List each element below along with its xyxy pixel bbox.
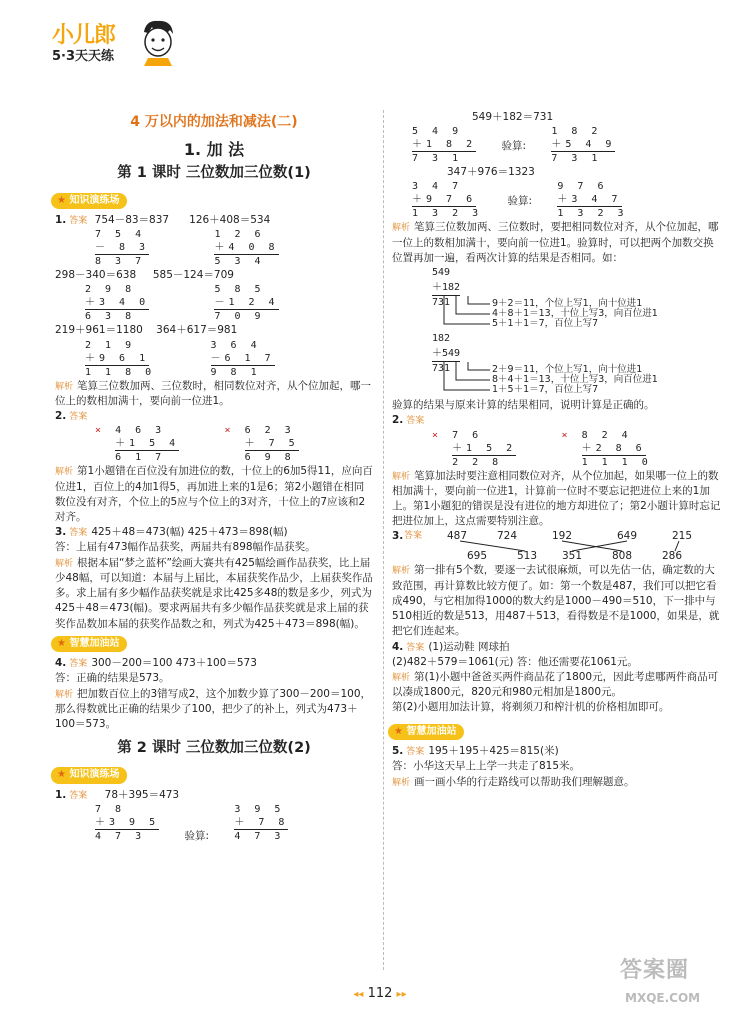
calc-line: 9 7 6	[557, 181, 608, 193]
calc-line: ＋1 5 4	[115, 438, 180, 450]
equation: 347＋976＝1323	[447, 166, 535, 179]
calc-line: ＋4 0 8	[214, 242, 279, 254]
check-label: 验算:	[507, 195, 533, 208]
equation: 585－124＝709	[152, 269, 234, 282]
explanation	[55, 464, 373, 525]
explanation	[55, 687, 373, 733]
top-number: 192	[552, 530, 573, 543]
vertical-calc	[234, 803, 288, 843]
vertical-calc	[412, 180, 482, 220]
explanation-text: 笔算三位数加两、三位数时，相同数位对齐，从个位加起，哪一位上的数相加满十，要向前一位进1。	[55, 379, 372, 407]
addition-tree-1	[392, 266, 722, 328]
calc-line: 8 2 4	[581, 429, 632, 441]
question-number: 3.	[392, 530, 404, 543]
tree-connector-icon	[442, 296, 492, 328]
vertical-calcs	[392, 125, 722, 165]
brand-logo	[52, 18, 182, 72]
vertical-calc	[562, 429, 652, 469]
explanation	[55, 556, 373, 632]
answer-text: (1)运动鞋 网球拍	[428, 640, 510, 653]
explanation-text: 把加数百位上的3错写成2，这个加数少算了300－200＝100，那么得数就比正确的结果少了100，把少了的补上，列式为473＋100＝573。	[55, 687, 371, 731]
explanation-tag: 解析	[55, 689, 74, 700]
question-2	[55, 409, 373, 424]
explanation-tag: 解析	[392, 471, 411, 482]
check-label: 验算:	[501, 140, 526, 153]
answer-text: 425＋48＝473(幅) 425＋473＝898(幅)	[91, 526, 288, 539]
calc-line: 1 8 2	[551, 126, 602, 138]
bottom-number: 286	[662, 550, 683, 563]
question-number: 5.	[392, 745, 404, 758]
calc-line: －1 2 4	[214, 297, 279, 309]
equation: 364＋617＝981	[156, 324, 238, 337]
vertical-calcs	[55, 803, 373, 844]
calc-line: 6 9 8	[244, 452, 295, 464]
answer-sentence: 答：小华这天早上上学一共走了815米。	[392, 760, 581, 773]
vertical-calc	[412, 125, 476, 165]
answer-sentence: 答：正确的结果是573。	[55, 672, 170, 685]
tree-step: 5＋1＋1＝7，百位上写7	[492, 318, 599, 330]
calc-line: 7 3 1	[551, 153, 602, 165]
badge-label: 智慧加油站	[69, 637, 120, 649]
calc-line: 6 2 3	[244, 425, 295, 437]
question-3-right	[392, 529, 722, 563]
vertical-calc	[95, 424, 179, 464]
calc-line: 4 7 3	[95, 831, 146, 843]
explanation	[392, 220, 722, 266]
explanation-tag: 解析	[392, 223, 411, 234]
section-title: 1. 加 法	[183, 140, 245, 160]
calc-line: 2 2 8	[452, 456, 503, 468]
calc-line: 5 3 4	[214, 256, 265, 268]
calc-line: 1 3 2 3	[412, 208, 483, 220]
top-number: 649	[617, 530, 638, 543]
vertical-calcs	[392, 180, 722, 220]
section-badge	[51, 767, 127, 784]
bottom-number: 695	[467, 550, 488, 563]
calc-line: 7 6	[452, 429, 483, 441]
vertical-calc	[551, 125, 615, 165]
calc-line: ＋3 4 7	[557, 194, 622, 206]
answer-tag: 答案	[69, 412, 88, 423]
equation: 549＋182＝731	[472, 111, 554, 123]
check-label: 验算:	[184, 830, 209, 843]
explanation	[55, 379, 373, 409]
vertical-calcs	[392, 429, 722, 469]
calc-line: 7 0 9	[214, 311, 265, 323]
calc-line: ＋2 8 6	[581, 442, 646, 454]
cartoon-boy-icon	[138, 18, 178, 66]
calc-line: 2 9 8	[85, 284, 136, 296]
calc-line: 6 3 8	[85, 311, 136, 323]
tree-step: 8＋4＋1＝13，十位上写3，向百位进1	[492, 374, 658, 386]
question-number: 1.	[55, 214, 67, 226]
section-badge	[51, 193, 127, 210]
answer-tag: 答案	[69, 528, 88, 539]
bottom-number: 808	[612, 550, 633, 563]
answer-tag: 答案	[406, 416, 425, 427]
vertical-calc	[214, 283, 278, 323]
explanation-extra: 第(2)小题用加法计算，将剃须刀和榨汁机的价格相加即可。	[392, 701, 670, 714]
tree-step: 2＋9＝11，个位上写1，向十位进1	[492, 364, 643, 376]
question-4-right	[392, 640, 722, 655]
answer-text: 195＋195＋425＝815(米)	[428, 745, 559, 758]
calc-line: ＋3 9 5	[95, 817, 160, 829]
explanation-tag: 解析	[392, 566, 411, 577]
answer-tag: 答案	[406, 747, 425, 758]
star-icon: ★	[394, 725, 403, 737]
calc-line: 1 1 8 0	[85, 366, 156, 378]
calc-line: ＋ 7 8	[234, 817, 289, 829]
page-number-text: 112	[367, 986, 393, 1001]
calc-line: 9 8 1	[210, 366, 261, 378]
calc-line: ＋182	[432, 281, 460, 297]
answer-tag: 答案	[69, 216, 88, 226]
equation-row	[55, 323, 373, 338]
explanation-tag: 解析	[55, 558, 74, 569]
calc-line: ＋ 7 5	[244, 438, 299, 450]
equation-row	[55, 268, 373, 283]
explanation	[392, 469, 722, 530]
calc-line: ＋1 5 2	[452, 442, 517, 454]
wrong-mark-icon: ×	[432, 429, 443, 441]
calc-line: 4 6 3	[115, 425, 166, 437]
calc-line: ＋3 4 0	[85, 297, 150, 309]
vertical-calc	[95, 803, 159, 843]
badge-label: 知识演练场	[69, 194, 120, 206]
wrong-mark-icon: ×	[224, 425, 235, 437]
explanation-tag: 解析	[55, 467, 74, 478]
vertical-calcs	[55, 339, 373, 379]
explanation-text: 根据本届“梦之蓝杯”绘画大赛共有425幅绘画作品获奖，比上届少48幅，可以知道：本届与上届比，本届获奖作品少，上届获奖作品多。求上届有多少幅作品获奖就是求比425多48的数是多少，列式为425＋48＝473(幅)。要求两届共有多少幅作品获奖就是求上届的获奖作品数加本届的获奖作品数之和，列式为425＋473＝898(幅)。	[55, 556, 373, 630]
column-divider	[383, 110, 384, 970]
page-number	[330, 985, 430, 1004]
calc-line: ＋9 6 1	[85, 352, 150, 364]
calc-line: 6 1 7	[115, 452, 166, 464]
top-number: 215	[672, 530, 693, 543]
equation: 754－83＝837	[94, 214, 170, 226]
calc-line: 1 1 1 0	[581, 456, 652, 468]
explanation-tag: 解析	[392, 672, 411, 683]
page-next-arrow-icon: ▸▸	[396, 989, 407, 1000]
equation: 298－340＝638	[55, 269, 137, 282]
tree-step: 1＋5＋1＝7，百位上写7	[492, 384, 599, 396]
question-2-right	[392, 413, 722, 428]
match-lines-icon	[392, 529, 722, 563]
calc-line: 549	[432, 267, 451, 279]
question-5	[55, 788, 373, 803]
explanation-text: 第一排有5个数，要逐一去试很麻烦，可以先估一估，确定数的大致范围，再计算数比较方便了。如：第一个数是487，我们可以把它看成490，与它相加得1000的数大约是1000－490＝510，下一排中与510相近的数是513，用487＋513，看得数是不是1000，如果是，就把它们连起来。	[392, 564, 720, 638]
vertical-calc	[557, 180, 627, 220]
calc-line: 7 8	[95, 804, 126, 816]
vertical-calc	[214, 228, 278, 268]
calc-line: －6 1 7	[210, 352, 275, 364]
left-column	[55, 110, 373, 844]
star-icon: ★	[57, 194, 66, 206]
check-conclusion: 验算的结果与原来计算的结果相同，说明计算是正确的。	[392, 399, 655, 412]
answer-sentence: 答：上届有473幅作品获奖，两届共有898幅作品获奖。	[55, 541, 316, 554]
calc-line: 7 3 1	[412, 153, 463, 165]
bottom-number: 513	[517, 550, 538, 563]
equation: 219＋961＝1180	[55, 324, 143, 337]
calc-line: － 8 3	[95, 242, 150, 254]
calc-line: ＋1 8 2	[412, 139, 477, 151]
lesson-title-2: 第 2 课时 三位数加三位数(2)	[117, 740, 311, 757]
wrong-mark-icon: ×	[95, 425, 106, 437]
calc-line: 1 2 6	[214, 229, 265, 241]
watermark-url: MXQE.COM	[625, 991, 701, 1005]
right-column	[392, 110, 722, 790]
calc-line: 3 9 5	[234, 804, 285, 816]
calc-line: ＋5 4 9	[551, 139, 616, 151]
star-icon: ★	[57, 637, 66, 649]
explanation-text: 笔算加法时要注意相同数位对齐，从个位加起，如果哪一位上的数相加满十，要向前一位进1，计算前一位时不要忘记把进位上来的1加上。第1小题犯的错误是没有进位的地方却进位了；第2小题计算时忘记把进位加上，这点需要特别注意。	[392, 469, 721, 528]
question-number: 4.	[55, 657, 67, 670]
question-number: 3.	[55, 526, 67, 539]
vertical-calc	[85, 283, 149, 323]
question-1	[55, 213, 373, 228]
explanation	[392, 670, 722, 700]
bottom-number: 351	[562, 550, 583, 563]
calc-line: ＋549	[432, 347, 460, 363]
vertical-calcs	[55, 283, 373, 323]
answer-sentence: (2)482＋579＝1061(元) 答：他还需要花1061元。	[392, 655, 638, 668]
section-badge	[51, 636, 127, 653]
badge-label: 智慧加油站	[406, 725, 457, 737]
vertical-calcs	[55, 228, 373, 268]
calc-line: 2 1 9	[85, 339, 136, 351]
question-5-right	[392, 744, 722, 759]
calc-line: 3 6 4	[210, 339, 261, 351]
explanation-tag: 解析	[55, 381, 74, 392]
explanation-text: 笔算三位数加两、三位数时，要把相同数位对齐，从个位加起，哪一位上的数相加满十，要向前一位进1。验算时，可以把两个加数交换位置再加一遍，看两次计算的结果是否相同。如：	[392, 221, 719, 264]
tree-connector-icon	[442, 362, 492, 394]
chapter-title: 4 万以内的加法和减法(二)	[130, 114, 298, 130]
answer-tag: 答案	[404, 531, 423, 542]
badge-label: 知识演练场	[69, 769, 120, 781]
calc-line: 7 5 4	[95, 229, 146, 241]
calc-line: 5 4 9	[412, 126, 463, 138]
watermark: 答案圈	[620, 958, 690, 983]
wrong-mark-icon: ×	[561, 429, 572, 441]
calc-line: 731	[432, 363, 451, 375]
question-number: 4.	[392, 640, 404, 653]
explanation	[392, 775, 722, 790]
calc-line: 1 3 2 3	[557, 208, 628, 220]
explanation-text: 画一画小华的行走路线可以帮助我们理解题意。	[414, 775, 635, 788]
logo-subtitle: 5·3天天练	[52, 49, 115, 64]
vertical-calc	[85, 339, 155, 379]
question-number: 2.	[55, 410, 67, 423]
lesson-title-1: 第 1 课时 三位数加三位数(1)	[117, 165, 311, 182]
page-prev-arrow-icon: ◂◂	[353, 989, 364, 1000]
vertical-calcs	[55, 424, 373, 464]
answer-tag: 答案	[69, 659, 88, 670]
explanation-tag: 解析	[392, 777, 411, 788]
explanation	[392, 563, 722, 639]
tree-step: 4＋8＋1＝13，十位上写3，向百位进1	[492, 308, 658, 320]
answer-tag: 答案	[69, 790, 88, 801]
addition-tree-2	[392, 328, 722, 398]
explanation-text: 第(1)小题中爸爸买两件商品花了1800元，因此考虑哪两件商品可以凑成1800元，820元和980元相加是1800元。	[392, 670, 719, 699]
calc-line: 182	[432, 333, 451, 345]
tree-step: 9＋2＝11，个位上写1，向十位进1	[492, 298, 643, 310]
top-number: 487	[447, 530, 468, 543]
calc-line: 5 8 5	[214, 284, 265, 296]
star-icon: ★	[57, 769, 66, 781]
section-badge	[388, 724, 464, 741]
question-4	[55, 656, 373, 671]
answer-text: 300－200＝100 473＋100＝573	[91, 657, 257, 670]
question-3	[55, 525, 373, 540]
explanation-text: 第1小题错在百位没有加进位的数，十位上的6加5得11，应向百位进1，百位上的4加1得5，再加进上来的1是6；第2小题错在相同数位没有对齐，个位上的5应与个位上的3对齐，十位上的7应该和2对齐。	[55, 465, 373, 523]
logo-title: 小儿郎	[52, 22, 116, 48]
calc-line: 3 4 7	[412, 181, 463, 193]
vertical-calc	[211, 339, 275, 379]
calc-line: 4 7 3	[234, 831, 285, 843]
vertical-calc	[95, 228, 149, 268]
answer-text: 78＋395＝473	[104, 788, 180, 801]
vertical-calc	[225, 424, 299, 464]
equation: 126＋408＝534	[189, 214, 271, 226]
calc-line: 8 3 7	[95, 256, 146, 268]
question-number: 1.	[55, 788, 67, 801]
calc-line: 731	[432, 297, 451, 309]
calc-line: ＋9 7 6	[412, 194, 477, 206]
top-number: 724	[497, 530, 518, 543]
question-number: 2.	[392, 414, 404, 427]
vertical-calc	[432, 429, 516, 469]
answer-tag: 答案	[406, 642, 425, 653]
